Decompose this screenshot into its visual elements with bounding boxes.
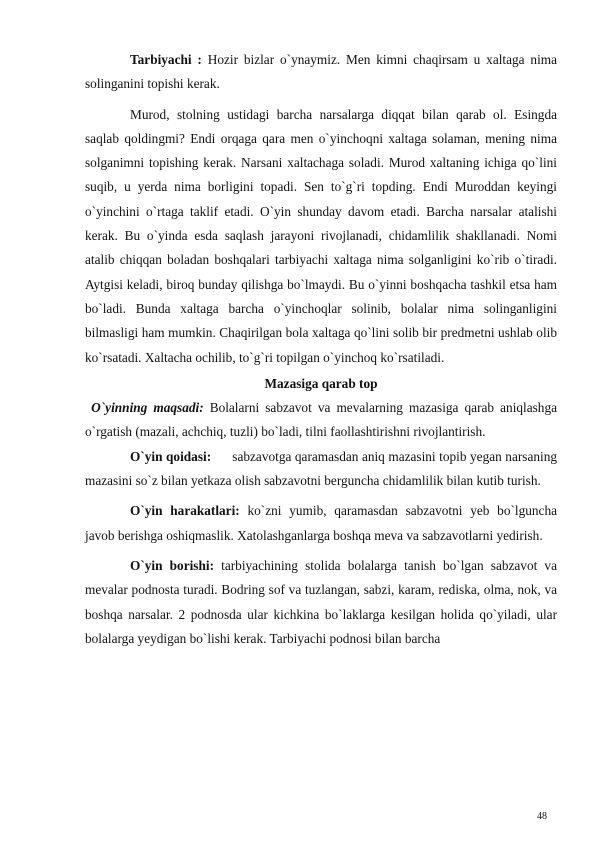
rule-label: O`yin qoidasi: (130, 448, 212, 464)
paragraph-actions (85, 499, 557, 548)
course-text: tarbiyachining stolida bolalarga tanish bo`lgan sabzavot va mevalar podnosta turadi. Bodring sof va tuzlangan, sabzi, karam, rediska, olma, nok, va boshqa narsalar. 2 podnosda ular kichkina bo`laklarga kesilgan holida qo`yiladi, ular bolalarga yeydigan bo`lishi kerak. Tarbiyachi podnosi bilan barcha (85, 557, 557, 646)
page-number: 48 (537, 811, 547, 822)
purpose-label: O`yinning maqsadi: (91, 400, 204, 416)
paragraph-rule (85, 445, 561, 494)
paragraph-intro (85, 48, 557, 97)
paragraph-game-description: Murod, stolning ustidagi barcha narsalarga diqqat bilan qarab ol. Esingda saqlab qoldingmi? Endi orqaga qara men o`yinchoqni xaltaga solaman, mening nima solganimni topishing kerak. Narsani xaltachaga soladi. Murod xaltaning ichiga qo`lini suqib, u yerda nima borligini topadi. Sen to`g`ri topding. Endi Muroddan keyingi o`yinchini o`rtaga taklif etadi. O`yin shunday davom etadi. Barcha narsalar atalishi kerak. Bu o`yinda esda saqlash jarayoni rivojlanadi, chidamlilik shakllanadi. Nomi atalib chiqqan boladan boshqalari tarbiyachi xaltaga nima solganligini ko`rib o`tiradi. Aytgisi keladi, biroq bunday qilishga bo`lmaydi. Bu o`yinni boshqacha tashkil etsa ham bo`ladi. Bunda xaltaga barcha o`yinchoqlar solinib, bolalar nima solinganligini bilmasligi ham mumkin. Chaqirilgan bola xaltaga qo`lini solib bir predmetni ushlab olib ko`rsatadi. Xaltacha ochilib, to`g`ri topilgan o`yinchoq ko`rsatiladi. (85, 106, 557, 365)
purpose-text: Bolalarni sabzavot va mevalarning mazasiga qarab aniqlashga o`rgatish (mazali, achchiq, tuzli) bo`ladi, tilni faollashtirishni rivojlantirish. (85, 400, 558, 440)
actions-text: ko`zni yumib, qaramasdan sabzavotni yeb bo`lguncha javob berishga oshiqmaslik. Xatolashganlarga boshqa meva va sabzavotlarni yedirish. (85, 503, 557, 543)
paragraph-course (85, 554, 557, 651)
paragraph-intro-text: Hozir bizlar o`ynaymiz. Men kimni chaqirsam u xaltaga nima solinganini topishi kerak. (85, 52, 558, 92)
document-page (85, 48, 561, 651)
rule-text: sabzavotga qaramasdan aniq mazasini topib yegan narsaning mazasini so`z bilan yetkaza olish sabzavotni berguncha chidamlilik bilan kutib turish. (85, 448, 561, 489)
actions-label: O`yin harakatlari: (130, 503, 240, 519)
section-title: Mazasiga qarab top (264, 375, 378, 391)
paragraph-purpose (85, 396, 557, 445)
course-label: O`yin borishi: (130, 557, 214, 573)
speaker-label: Tarbiyachi : (130, 52, 202, 67)
